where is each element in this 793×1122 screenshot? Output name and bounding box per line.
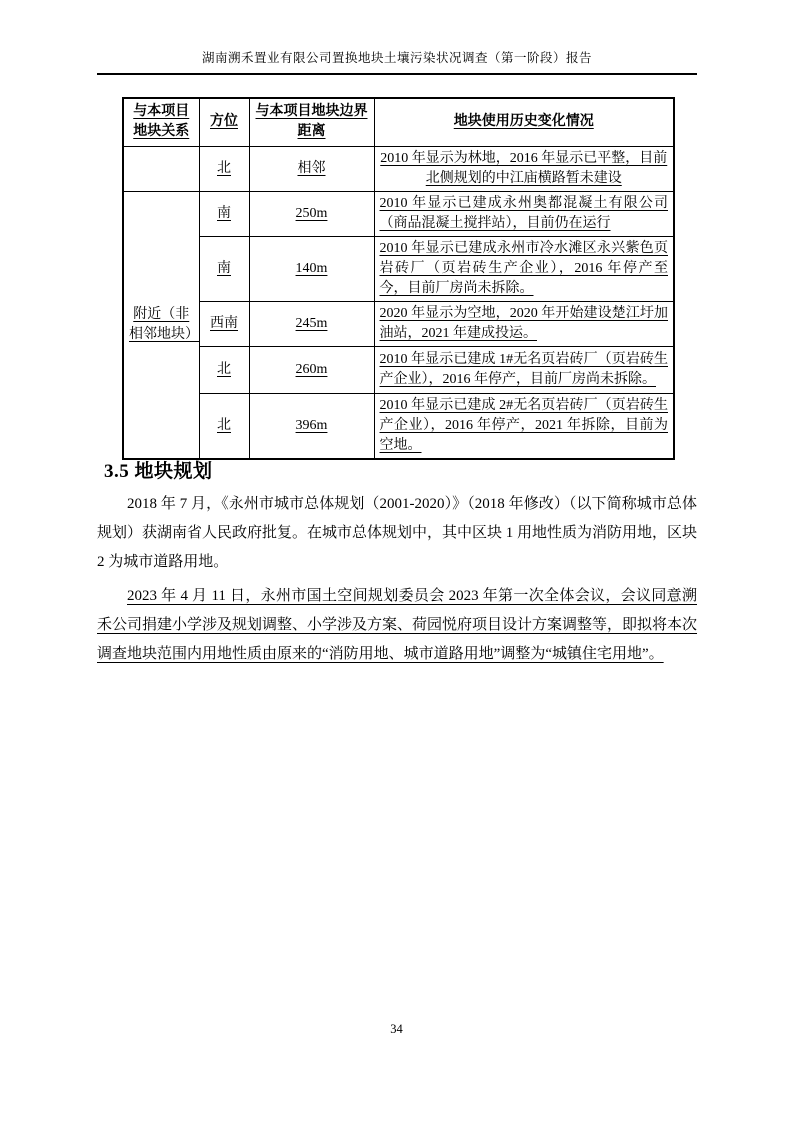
section-heading: 3.5 地块规划 (104, 461, 213, 482)
relation-group-cell: 附近（非相邻地块） (123, 191, 199, 459)
distance-cell: 245m (249, 301, 374, 346)
table-header-row (123, 98, 674, 146)
table-row (123, 301, 674, 346)
paragraph-planning-2018: 2018 年 7 月，《永州市城市总体规划（2001-2020）》（2018 年修改）（以下简称城市总体规划）获湖南省人民政府批复。在城市总体规划中，其中区块 1 用地性质为消防用地，区块 2 为城市道路用地。 (97, 496, 698, 570)
table-row (123, 346, 674, 393)
history-cell: 2010 年显示已建成 2#无名页岩砖厂（页岩砖生产企业），2016 年停产，2021 年拆除，目前为空地。 (374, 393, 674, 459)
direction-cell: 北 (199, 146, 249, 191)
distance-cell: 396m (249, 393, 374, 459)
direction-cell: 西南 (199, 301, 249, 346)
direction-cell: 南 (199, 191, 249, 236)
running-header (97, 48, 697, 75)
page-number: 34 (390, 1022, 403, 1036)
history-cell: 2010 年显示已建成永州奥都混凝土有限公司（商品混凝土搅拌站），目前仍在运行 (374, 191, 674, 236)
history-cell: 2010 年显示已建成永州市冷水滩区永兴紫色页岩砖厂（页岩砖生产企业），2016 年停产至今，目前厂房尚未拆除。 (374, 236, 674, 301)
direction-cell: 南 (199, 236, 249, 301)
land-history-table (122, 97, 675, 460)
relation-cell-empty (123, 146, 199, 191)
page-footer (0, 1022, 793, 1037)
distance-cell: 相邻 (249, 146, 374, 191)
direction-cell: 北 (199, 393, 249, 459)
paragraph-planning-2023: 2023 年 4 月 11 日，永州市国土空间规划委员会 2023 年第一次全体会议，会议同意溯禾公司捐建小学涉及规划调整、小学涉及方案、荷园悦府项目设计方案调整等，即拟将本次调查地块范围内用地性质由原来的“消防用地、城市道路用地”调整为“城镇住宅用地”。 (97, 588, 698, 662)
history-cell: 2020 年显示为空地，2020 年开始建设楚江圩加油站，2021 年建成投运。 (374, 301, 674, 346)
table-row (123, 191, 674, 236)
header-direction: 方位 (199, 98, 249, 146)
header-distance: 与本项目地块边界距离 (249, 98, 374, 146)
history-cell: 2010 年显示为林地，2016 年显示已平整，目前北侧规划的中江庙横路暂未建设 (374, 146, 674, 191)
header-relation: 与本项目地块关系 (123, 98, 199, 146)
table-row (123, 146, 674, 191)
table-row (123, 393, 674, 459)
distance-cell: 250m (249, 191, 374, 236)
report-title: 湖南溯禾置业有限公司置换地块土壤污染状况调查（第一阶段）报告 (201, 51, 592, 65)
distance-cell: 140m (249, 236, 374, 301)
history-cell: 2010 年显示已建成 1#无名页岩砖厂（页岩砖生产企业），2016 年停产，目前厂房尚未拆除。 (374, 346, 674, 393)
header-history: 地块使用历史变化情况 (374, 98, 674, 146)
direction-cell: 北 (199, 346, 249, 393)
section-body (97, 490, 697, 669)
table-row (123, 236, 674, 301)
distance-cell: 260m (249, 346, 374, 393)
